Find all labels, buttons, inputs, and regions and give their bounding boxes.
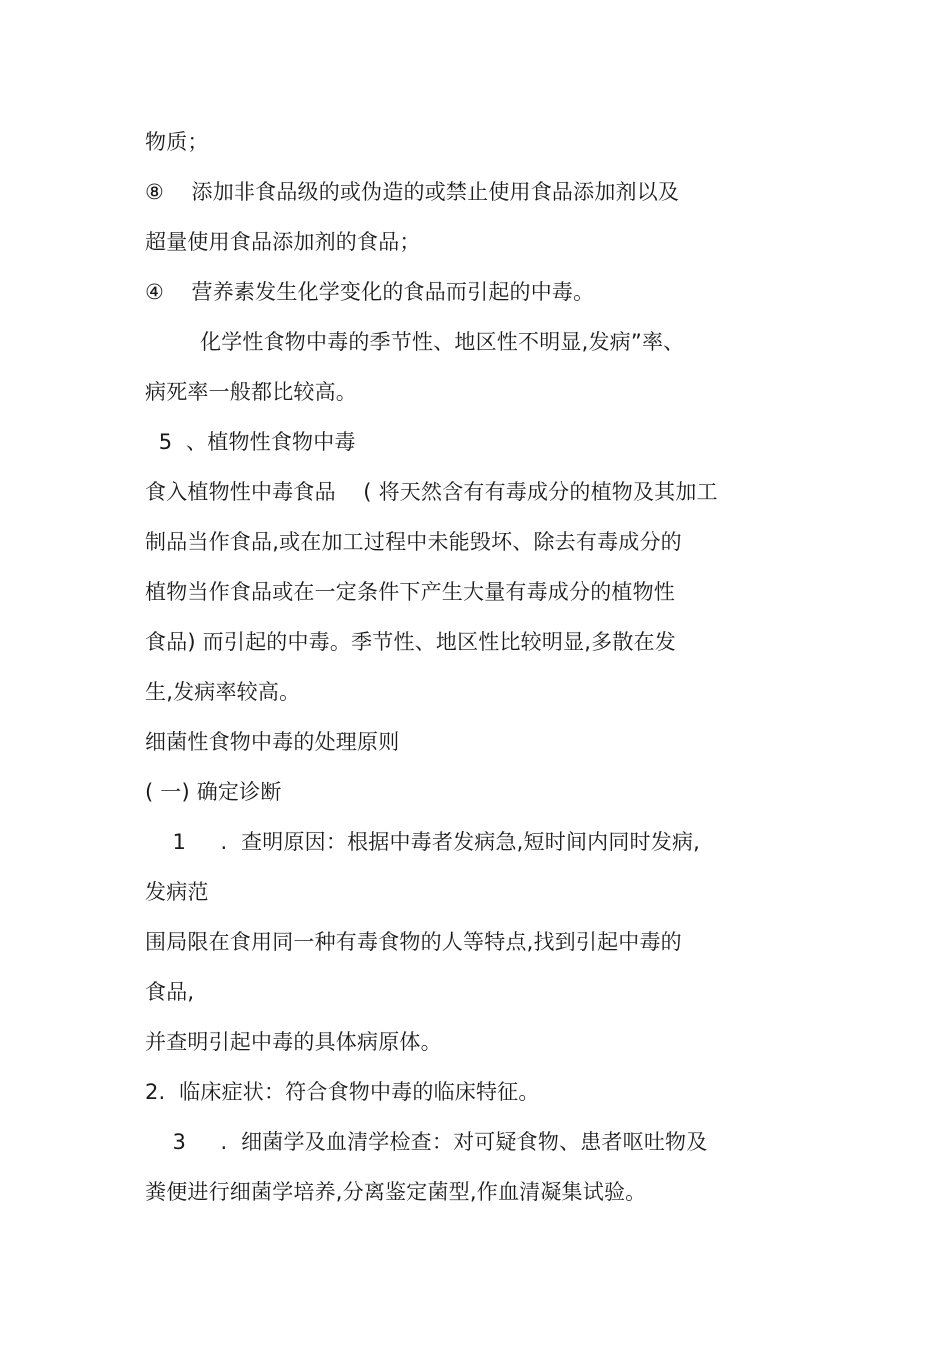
text-line: 并查明引起中毒的具体病原体。 — [145, 1030, 442, 1054]
text-line: 化学性食物中毒的季节性、地区性不明显,发病”率、 — [145, 330, 685, 354]
subsection-heading: ( 一) 确定诊断 — [145, 780, 282, 804]
text-line: 超量使用食品添加剂的食品； — [145, 230, 421, 254]
text-line: 食品, — [145, 980, 195, 1004]
section-heading: 5 、植物性食物中毒 — [145, 430, 356, 454]
text-line: 3 . 细菌学及血清学检查：对可疑食物、患者呕吐物及 — [145, 1130, 708, 1154]
text-line: ⑧ 添加非食品级的或伪造的或禁止使用食品添加剂以及 — [145, 180, 680, 204]
text-line: 植物当作食品或在一定条件下产生大量有毒成分的植物性 — [145, 580, 675, 604]
text-line: ④ 营养素发生化学变化的食品而引起的中毒。 — [145, 280, 595, 304]
text-line: 病死率一般都比较高。 — [145, 380, 357, 404]
text-line: 发病范 — [145, 880, 209, 904]
section-heading: 细菌性食物中毒的处理原则 — [145, 730, 400, 754]
text-line: 物质； — [145, 130, 209, 154]
text-line: 粪便进行细菌学培养,分离鉴定菌型,作血清凝集试验。 — [145, 1180, 647, 1204]
text-line: 食品) 而引起的中毒。季节性、地区性比较明显,多散在发 — [145, 630, 676, 654]
text-line: 制品当作食品,或在加工过程中未能毁坏、除去有毒成分的 — [145, 530, 682, 554]
text-line: 2. 临床症状：符合食物中毒的临床特征。 — [145, 1080, 540, 1104]
text-line: 生,发病率较高。 — [145, 680, 301, 704]
text-line: 1 . 查明原因：根据中毒者发病急,短时间内同时发病, — [145, 830, 701, 854]
text-line: 食入植物性中毒食品 ( 将天然含有有毒成分的植物及其加工 — [145, 480, 718, 504]
text-line: 围局限在食用同一种有毒食物的人等特点,找到引起中毒的 — [145, 930, 682, 954]
